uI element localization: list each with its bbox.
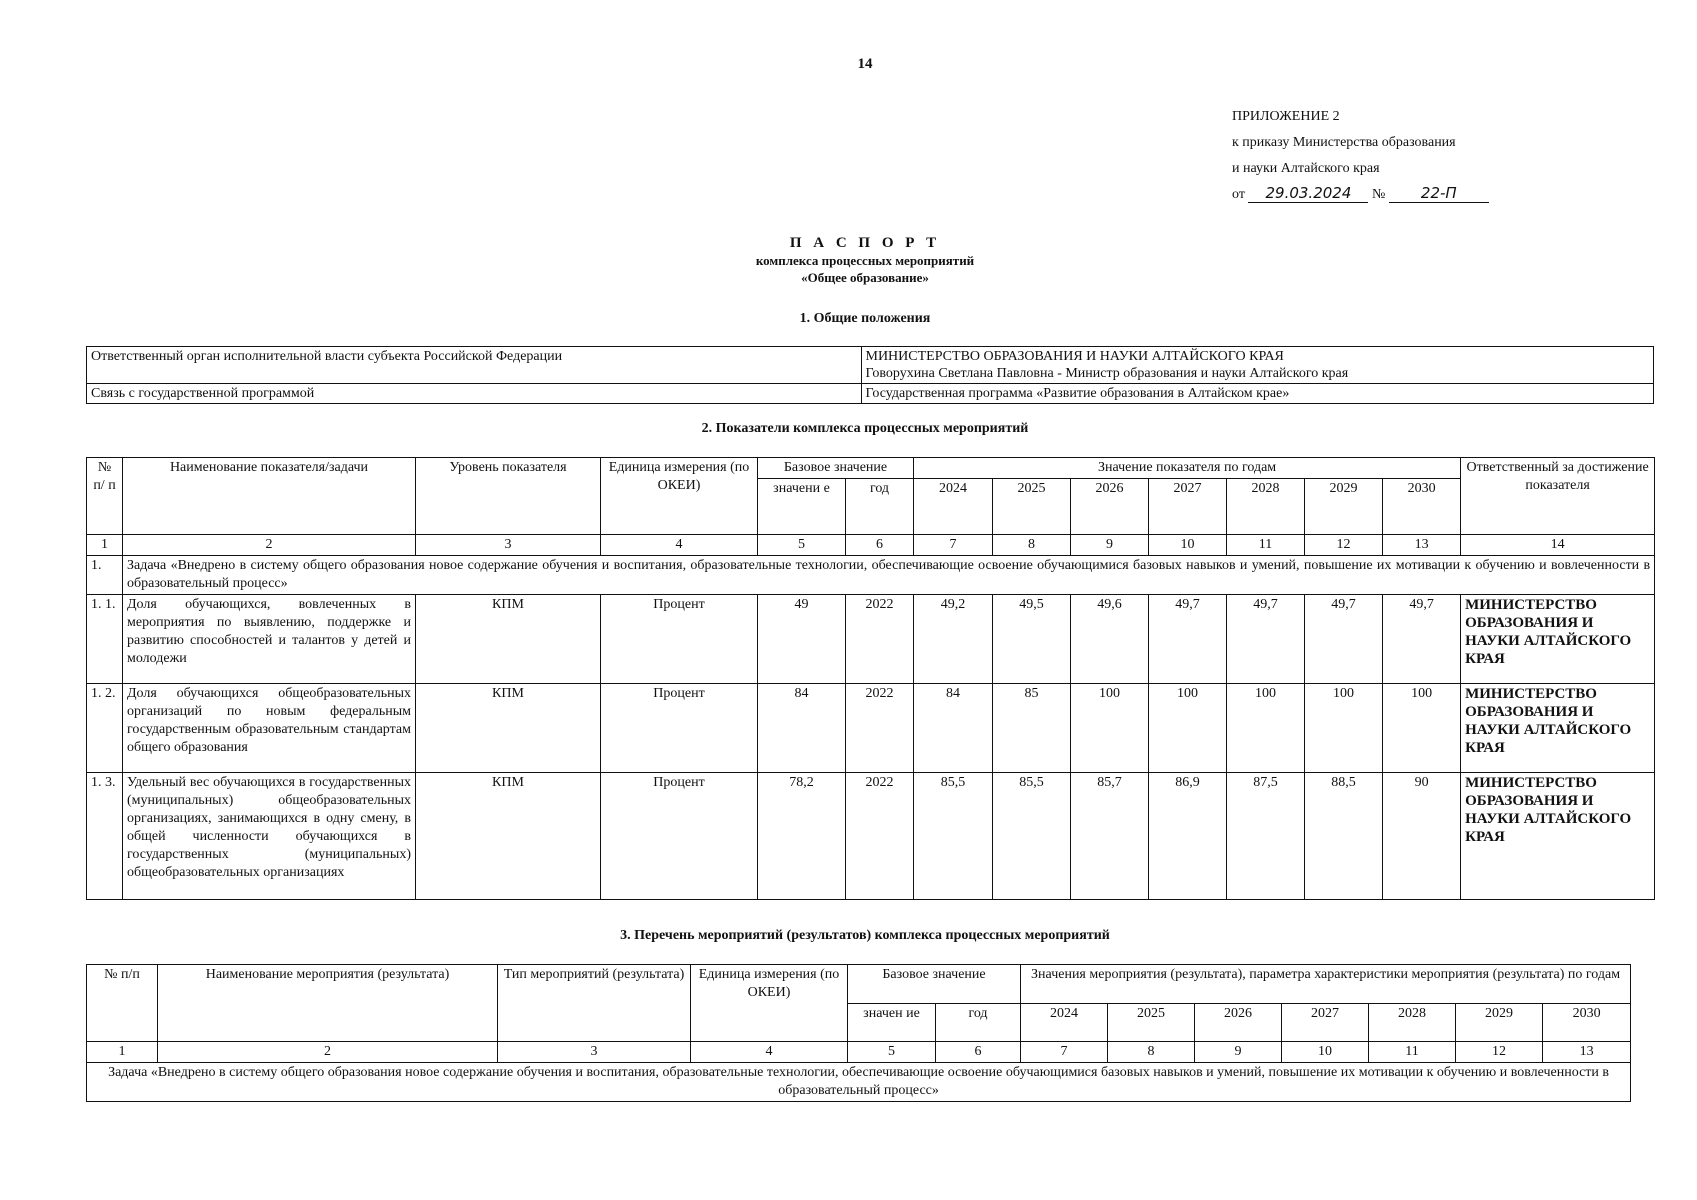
title-passport: П А С П О Р Т	[789, 235, 941, 251]
appendix-date-line	[1232, 182, 1489, 208]
indicator-base-value: 78,2	[758, 773, 846, 900]
table-row	[87, 384, 1654, 404]
indicator-level: КПМ	[416, 684, 601, 773]
col-number: 7	[914, 535, 993, 556]
header-year: 2028	[1227, 479, 1305, 535]
m-col-number: 1	[87, 1042, 158, 1063]
m-col-number: 13	[1543, 1042, 1631, 1063]
col-number: 14	[1461, 535, 1655, 556]
title-complex: комплекса процессных мероприятий	[755, 253, 975, 268]
appendix-title: ПРИЛОЖЕНИЕ 2	[1232, 109, 1340, 124]
m-header-type: Тип мероприятий (результата)	[498, 965, 691, 1042]
appendix-block	[1232, 104, 1489, 208]
indicator-name: Доля обучающихся общеобразовательных организаций по новым федеральным государственным образовательным стандартам общего образования	[123, 684, 416, 773]
m-col-number: 12	[1456, 1042, 1543, 1063]
col-number: 5	[758, 535, 846, 556]
m-col-number: 9	[1195, 1042, 1282, 1063]
m-col-number: 5	[848, 1042, 936, 1063]
indicator-value: 49,7	[1305, 595, 1383, 684]
number-label: №	[1371, 187, 1386, 202]
indicator-value: 49,7	[1149, 595, 1227, 684]
m-header-base: Базовое значение	[848, 965, 1021, 1004]
col-number: 13	[1383, 535, 1461, 556]
m-col-number: 3	[498, 1042, 691, 1063]
m-col-number: 6	[936, 1042, 1021, 1063]
m-header-base-year: год	[936, 1004, 1021, 1042]
section1-title: 1. Общие положения	[799, 311, 931, 326]
indicator-level: КПМ	[416, 595, 601, 684]
header-level: Уровень показателя	[416, 458, 601, 535]
header-row	[87, 458, 1655, 479]
indicator-value: 86,9	[1149, 773, 1227, 900]
header-base-value: значени е	[758, 479, 846, 535]
indicator-unit: Процент	[601, 773, 758, 900]
order-date: 29.03.2024	[1248, 184, 1368, 203]
indicator-unit: Процент	[601, 684, 758, 773]
m-header-year: 2028	[1369, 1004, 1456, 1042]
task-text: Задача «Внедрено в систему общего образования новое содержание обучения и воспитания, образовательные технологии, обеспечивающие освоение обучающимися базовых навыков и умений, повышение их мотивации к обучению и вовлеченности в образовательный процесс»	[123, 556, 1655, 595]
general-value: Государственная программа «Развитие образования в Алтайском крае»	[861, 384, 1654, 404]
m-col-number: 4	[691, 1042, 848, 1063]
indicator-num: 1. 3.	[87, 773, 123, 900]
header-name: Наименование показателя/задачи	[123, 458, 416, 535]
indicator-value: 100	[1149, 684, 1227, 773]
col-number: 8	[993, 535, 1071, 556]
indicator-value: 84	[914, 684, 993, 773]
document-title	[0, 234, 1697, 286]
m-header-year: 2025	[1108, 1004, 1195, 1042]
m-header-base-value: значен ие	[848, 1004, 936, 1042]
m-header-year: 2024	[1021, 1004, 1108, 1042]
indicator-value: 100	[1071, 684, 1149, 773]
table-row	[87, 347, 1654, 384]
col-number: 10	[1149, 535, 1227, 556]
indicators-table	[86, 457, 1655, 900]
column-number-row	[87, 535, 1655, 556]
indicator-value: 88,5	[1305, 773, 1383, 900]
m-header-year: 2029	[1456, 1004, 1543, 1042]
general-provisions-table	[86, 346, 1654, 404]
task-row	[87, 556, 1655, 595]
col-number: 3	[416, 535, 601, 556]
task-row	[87, 1063, 1631, 1102]
m-header-year: 2030	[1543, 1004, 1631, 1042]
indicator-num: 1. 1.	[87, 595, 123, 684]
title-program-name: «Общее образование»	[801, 270, 929, 285]
header-base-year: год	[846, 479, 914, 535]
col-number: 1	[87, 535, 123, 556]
indicator-value: 49,7	[1227, 595, 1305, 684]
col-number: 11	[1227, 535, 1305, 556]
general-label: Связь с государственной программой	[87, 384, 862, 404]
indicator-num: 1. 2.	[87, 684, 123, 773]
measures-table	[86, 964, 1631, 1102]
indicator-base-year: 2022	[846, 773, 914, 900]
indicator-value: 85	[993, 684, 1071, 773]
col-number: 4	[601, 535, 758, 556]
col-number: 12	[1305, 535, 1383, 556]
order-number: 22-П	[1389, 184, 1489, 203]
col-number: 6	[846, 535, 914, 556]
general-value	[861, 347, 1654, 384]
indicator-value: 49,5	[993, 595, 1071, 684]
indicator-value: 49,2	[914, 595, 993, 684]
indicator-value: 49,7	[1383, 595, 1461, 684]
indicator-responsible: МИНИСТЕРСТВО ОБРАЗОВАНИЯ И НАУКИ АЛТАЙСКОГО КРАЯ	[1461, 773, 1655, 900]
col-number: 9	[1071, 535, 1149, 556]
indicator-responsible: МИНИСТЕРСТВО ОБРАЗОВАНИЯ И НАУКИ АЛТАЙСКОГО КРАЯ	[1461, 595, 1655, 684]
header-year: 2027	[1149, 479, 1227, 535]
indicator-value: 85,5	[914, 773, 993, 900]
appendix-ministry: и науки Алтайского края	[1232, 161, 1380, 176]
column-number-row	[87, 1042, 1631, 1063]
m-header-by-years: Значения мероприятия (результата), параметра характеристики мероприятия (результата) по годам	[1021, 965, 1631, 1004]
minister-name: Говорухина Светлана Павловна - Министр образования и науки Алтайского края	[865, 366, 1349, 381]
indicator-base-year: 2022	[846, 684, 914, 773]
indicator-value: 87,5	[1227, 773, 1305, 900]
indicator-unit: Процент	[601, 595, 758, 684]
header-year: 2024	[914, 479, 993, 535]
ministry-name: МИНИСТЕРСТВО ОБРАЗОВАНИЯ И НАУКИ АЛТАЙСКОГО КРАЯ	[865, 349, 1284, 364]
header-base: Базовое значение	[758, 458, 914, 479]
page-number: 14	[857, 56, 873, 72]
indicator-value: 85,7	[1071, 773, 1149, 900]
header-num: № п/ п	[87, 458, 123, 535]
header-unit: Единица измерения (по ОКЕИ)	[601, 458, 758, 535]
section3-title: 3. Перечень мероприятий (результатов) комплекса процессных мероприятий	[620, 928, 1110, 943]
m-col-number: 8	[1108, 1042, 1195, 1063]
indicator-base-year: 2022	[846, 595, 914, 684]
m-col-number: 2	[158, 1042, 498, 1063]
indicator-value: 90	[1383, 773, 1461, 900]
section2-title: 2. Показатели комплекса процессных мероприятий	[701, 421, 1029, 436]
indicator-name: Доля обучающихся, вовлеченных в мероприятия по выявлению, поддержке и развитию способностей и талантов у детей и молодежи	[123, 595, 416, 684]
header-year: 2029	[1305, 479, 1383, 535]
task-num: 1.	[87, 556, 123, 595]
m-col-number: 7	[1021, 1042, 1108, 1063]
from-label: от	[1232, 187, 1245, 202]
general-label: Ответственный орган исполнительной власти субъекта Российской Федерации	[87, 347, 862, 384]
table-row	[87, 684, 1655, 773]
indicator-value: 100	[1305, 684, 1383, 773]
appendix-order-ref: к приказу Министерства образования	[1232, 135, 1456, 150]
m-header-name: Наименование мероприятия (результата)	[158, 965, 498, 1042]
m-col-number: 10	[1282, 1042, 1369, 1063]
header-responsible: Ответственный за достижение показателя	[1461, 458, 1655, 535]
indicator-value: 49,6	[1071, 595, 1149, 684]
m-task-text: Задача «Внедрено в систему общего образования новое содержание обучения и воспитания, образовательные технологии, обеспечивающие освоение обучающимися базовых навыков и умений, повышение их мотивации к обучению и вовлеченности в образовательный процесс»	[87, 1063, 1631, 1102]
m-header-unit: Единица измерения (по ОКЕИ)	[691, 965, 848, 1042]
indicator-base-value: 49	[758, 595, 846, 684]
indicator-value: 100	[1383, 684, 1461, 773]
table-row	[87, 773, 1655, 900]
col-number: 2	[123, 535, 416, 556]
indicator-base-value: 84	[758, 684, 846, 773]
header-by-years: Значение показателя по годам	[914, 458, 1461, 479]
header-row	[87, 965, 1631, 1004]
header-year: 2025	[993, 479, 1071, 535]
m-col-number: 11	[1369, 1042, 1456, 1063]
m-header-year: 2027	[1282, 1004, 1369, 1042]
header-year: 2026	[1071, 479, 1149, 535]
table-row	[87, 595, 1655, 684]
m-header-num: № п/п	[87, 965, 158, 1042]
indicator-value: 100	[1227, 684, 1305, 773]
indicator-responsible: МИНИСТЕРСТВО ОБРАЗОВАНИЯ И НАУКИ АЛТАЙСКОГО КРАЯ	[1461, 684, 1655, 773]
header-year: 2030	[1383, 479, 1461, 535]
indicator-name: Удельный вес обучающихся в государственных (муниципальных) общеобразовательных организациях, занимающихся в одну смену, в общей численности обучающихся в государственных (муниципальных) общеобразовательных организациях	[123, 773, 416, 900]
indicator-level: КПМ	[416, 773, 601, 900]
m-header-year: 2026	[1195, 1004, 1282, 1042]
indicator-value: 85,5	[993, 773, 1071, 900]
